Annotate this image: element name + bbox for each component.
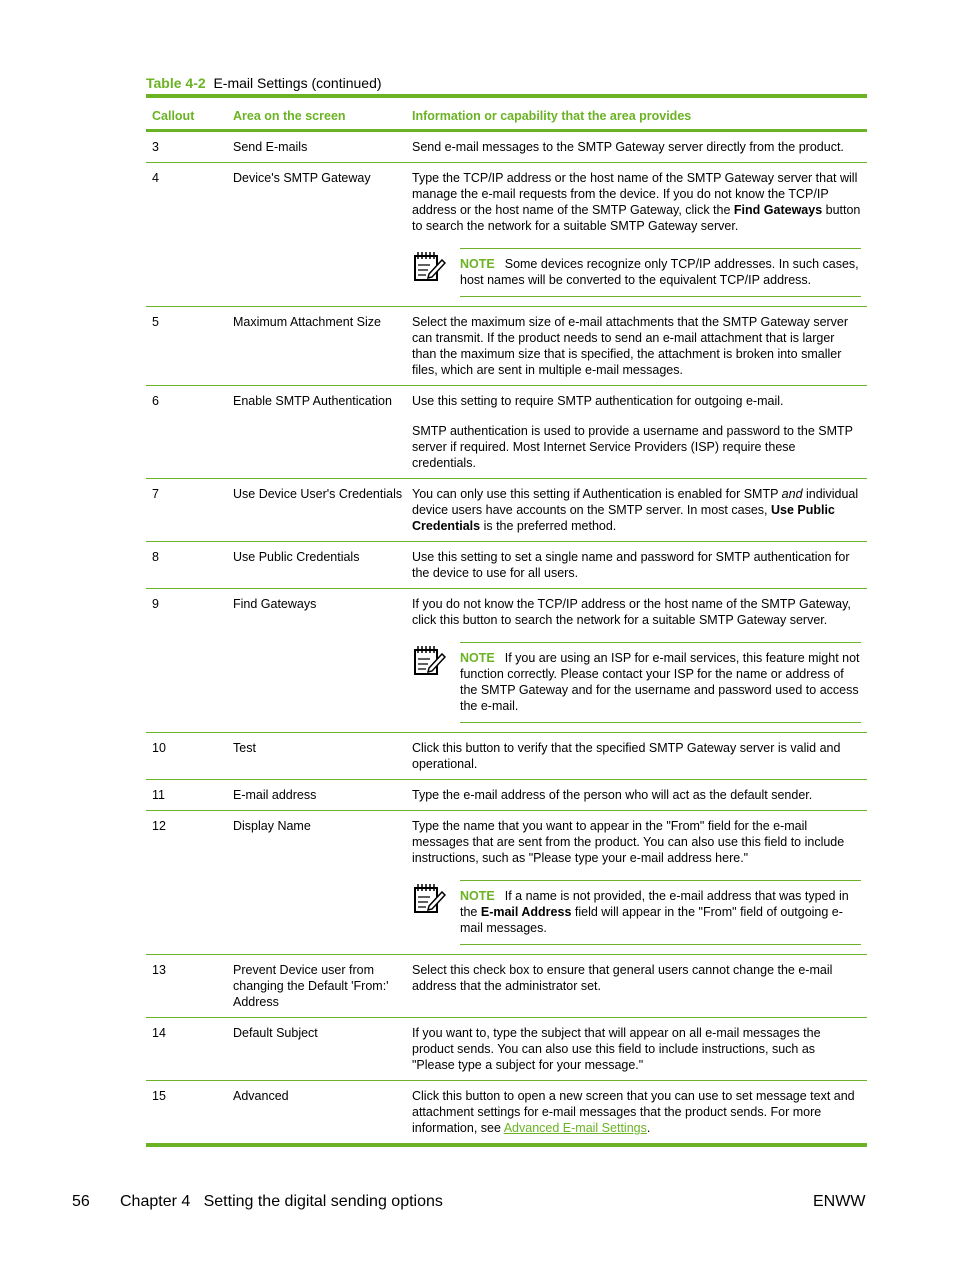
- note-text: NOTE If you are using an ISP for e-mail services, this feature might not function correctly. Please contact your ISP for the name or address of the SMTP Gateway and for the username and password used to access the e-mail.: [460, 642, 861, 723]
- note-text: NOTE Some devices recognize only TCP/IP addresses. In such cases, host names will be converted to the equivalent TCP/IP address.: [460, 248, 861, 297]
- info-cell: [412, 733, 867, 779]
- callout-cell: 10: [152, 741, 166, 755]
- callout-cell: 15: [152, 1089, 166, 1103]
- area-cell: Display Name: [233, 819, 311, 833]
- info-text: Use this setting to set a single name and password for SMTP authentication for the device to use for all users.: [412, 550, 850, 580]
- note-box: [412, 248, 861, 297]
- footer-label: ENWW: [813, 1193, 866, 1210]
- info-cell: [412, 163, 867, 306]
- table-row: [146, 386, 867, 479]
- callout-cell: 5: [152, 315, 159, 329]
- area-cell: Default Subject: [233, 1026, 318, 1040]
- table-row: [146, 1018, 867, 1081]
- table-row: [146, 811, 867, 955]
- table-row: [146, 542, 867, 589]
- info-text: Type the e-mail address of the person who will act as the default sender.: [412, 788, 813, 802]
- header-callout: Callout: [152, 109, 195, 123]
- area-cell: Find Gateways: [233, 597, 317, 611]
- area-cell: Test: [233, 741, 256, 755]
- header-area: Area on the screen: [233, 109, 346, 123]
- info-cell: [412, 955, 867, 1017]
- callout-cell: 8: [152, 550, 159, 564]
- info-text: Type the name that you want to appear in the "From" field for the e-mail messages that are sent from the product. You can also use this field to include instructions, such as "Please type your e-mail address here.": [412, 819, 845, 865]
- table-row: [146, 479, 867, 542]
- callout-cell: 14: [152, 1026, 166, 1040]
- info-text: Send e-mail messages to the SMTP Gateway server directly from the product.: [412, 140, 844, 154]
- area-cell: E-mail address: [233, 788, 317, 802]
- note-box: [412, 880, 861, 945]
- info-cell: [412, 479, 867, 541]
- page-number: 56: [72, 1193, 90, 1210]
- info-cell: [412, 386, 867, 478]
- info-cell: [412, 542, 867, 588]
- callout-cell: 3: [152, 140, 159, 154]
- table-caption: [146, 75, 382, 91]
- note-pad-icon: [412, 248, 460, 297]
- table-header: [146, 98, 867, 132]
- header-info: Information or capability that the area provides: [412, 109, 692, 123]
- area-cell: Use Public Credentials: [233, 550, 360, 564]
- area-cell: Send E-mails: [233, 140, 308, 154]
- table-row: [146, 1081, 867, 1143]
- info-text: SMTP authentication is used to provide a username and password to the SMTP server if required. Most Internet Service Providers (ISP) require these credentials.: [412, 424, 853, 470]
- area-cell: Advanced: [233, 1089, 289, 1103]
- area-cell: Maximum Attachment Size: [233, 315, 381, 329]
- callout-cell: 7: [152, 487, 159, 501]
- info-text: Click this button to verify that the specified SMTP Gateway server is valid and operational.: [412, 741, 841, 771]
- area-cell: Prevent Device user from changing the Default 'From:' Address: [233, 963, 389, 1009]
- info-text: Select the maximum size of e-mail attachments that the SMTP Gateway server can transmit. If the product needs to send an e-mail attachment that is larger than the maximum size that is specified, the attachment is broken into smaller files, which are sent in multiple e-mail messages.: [412, 315, 849, 377]
- email-settings-table: [146, 94, 867, 1147]
- table-number: Table 4-2: [146, 75, 206, 91]
- chapter-title: Chapter 4 Setting the digital sending options: [120, 1193, 443, 1210]
- table-row: [146, 132, 867, 163]
- info-text: Use this setting to require SMTP authentication for outgoing e-mail.: [412, 394, 784, 408]
- info-text: If you want to, type the subject that will appear on all e-mail messages the product sends. You can also use this field to include instructions, such as "Please type a subject for your message.": [412, 1026, 821, 1072]
- info-text: You can only use this setting if Authentication is enabled for SMTP and individual device users have accounts on the SMTP server. In most cases, Use Public Credentials is the preferred method.: [412, 487, 859, 533]
- area-cell: Enable SMTP Authentication: [233, 394, 392, 408]
- table-row: [146, 780, 867, 811]
- table-row: [146, 307, 867, 386]
- callout-cell: 12: [152, 819, 166, 833]
- info-cell: [412, 132, 867, 162]
- callout-cell: 4: [152, 171, 159, 185]
- note-text: NOTE If a name is not provided, the e-mail address that was typed in the E-mail Address field will appear in the "From" field of outgoing e-mail messages.: [460, 880, 861, 945]
- info-cell: [412, 780, 867, 810]
- info-cell: [412, 1018, 867, 1080]
- note-box: [412, 642, 861, 723]
- info-cell: [412, 1081, 867, 1143]
- area-cell: Device's SMTP Gateway: [233, 171, 371, 185]
- info-cell: [412, 811, 867, 954]
- advanced-email-settings-link[interactable]: Advanced E-mail Settings: [503, 1121, 647, 1135]
- callout-cell: 11: [152, 788, 165, 802]
- callout-cell: 13: [152, 963, 166, 977]
- table-title: E-mail Settings (continued): [213, 75, 382, 91]
- info-text: If you do not know the TCP/IP address or the host name of the SMTP Gateway, click this button to search the network for a suitable SMTP Gateway server.: [412, 597, 851, 627]
- note-pad-icon: [412, 880, 460, 945]
- callout-cell: 6: [152, 394, 159, 408]
- info-cell: [412, 307, 867, 385]
- area-cell: Use Device User's Credentials: [233, 487, 403, 501]
- table-row: [146, 733, 867, 780]
- note-pad-icon: [412, 642, 460, 723]
- info-cell: [412, 589, 867, 732]
- table-row: [146, 589, 867, 733]
- callout-cell: 9: [152, 597, 159, 611]
- info-text: Select this check box to ensure that general users cannot change the e-mail address that the administrator set.: [412, 963, 833, 993]
- info-text: Type the TCP/IP address or the host name of the SMTP Gateway server that will manage the e-mail requests from the device. If you do not know the TCP/IP address or the host name of the SMTP Gateway, click the Find Gateways button to search the network for a suitable SMTP Gateway server.: [412, 171, 861, 233]
- table-row: [146, 163, 867, 307]
- info-text: Click this button to open a new screen that you can use to set message text and attachment settings for e-mail messages that the product sends. For more information, see Advanced E-mail Settings.: [412, 1089, 855, 1135]
- table-row: [146, 955, 867, 1018]
